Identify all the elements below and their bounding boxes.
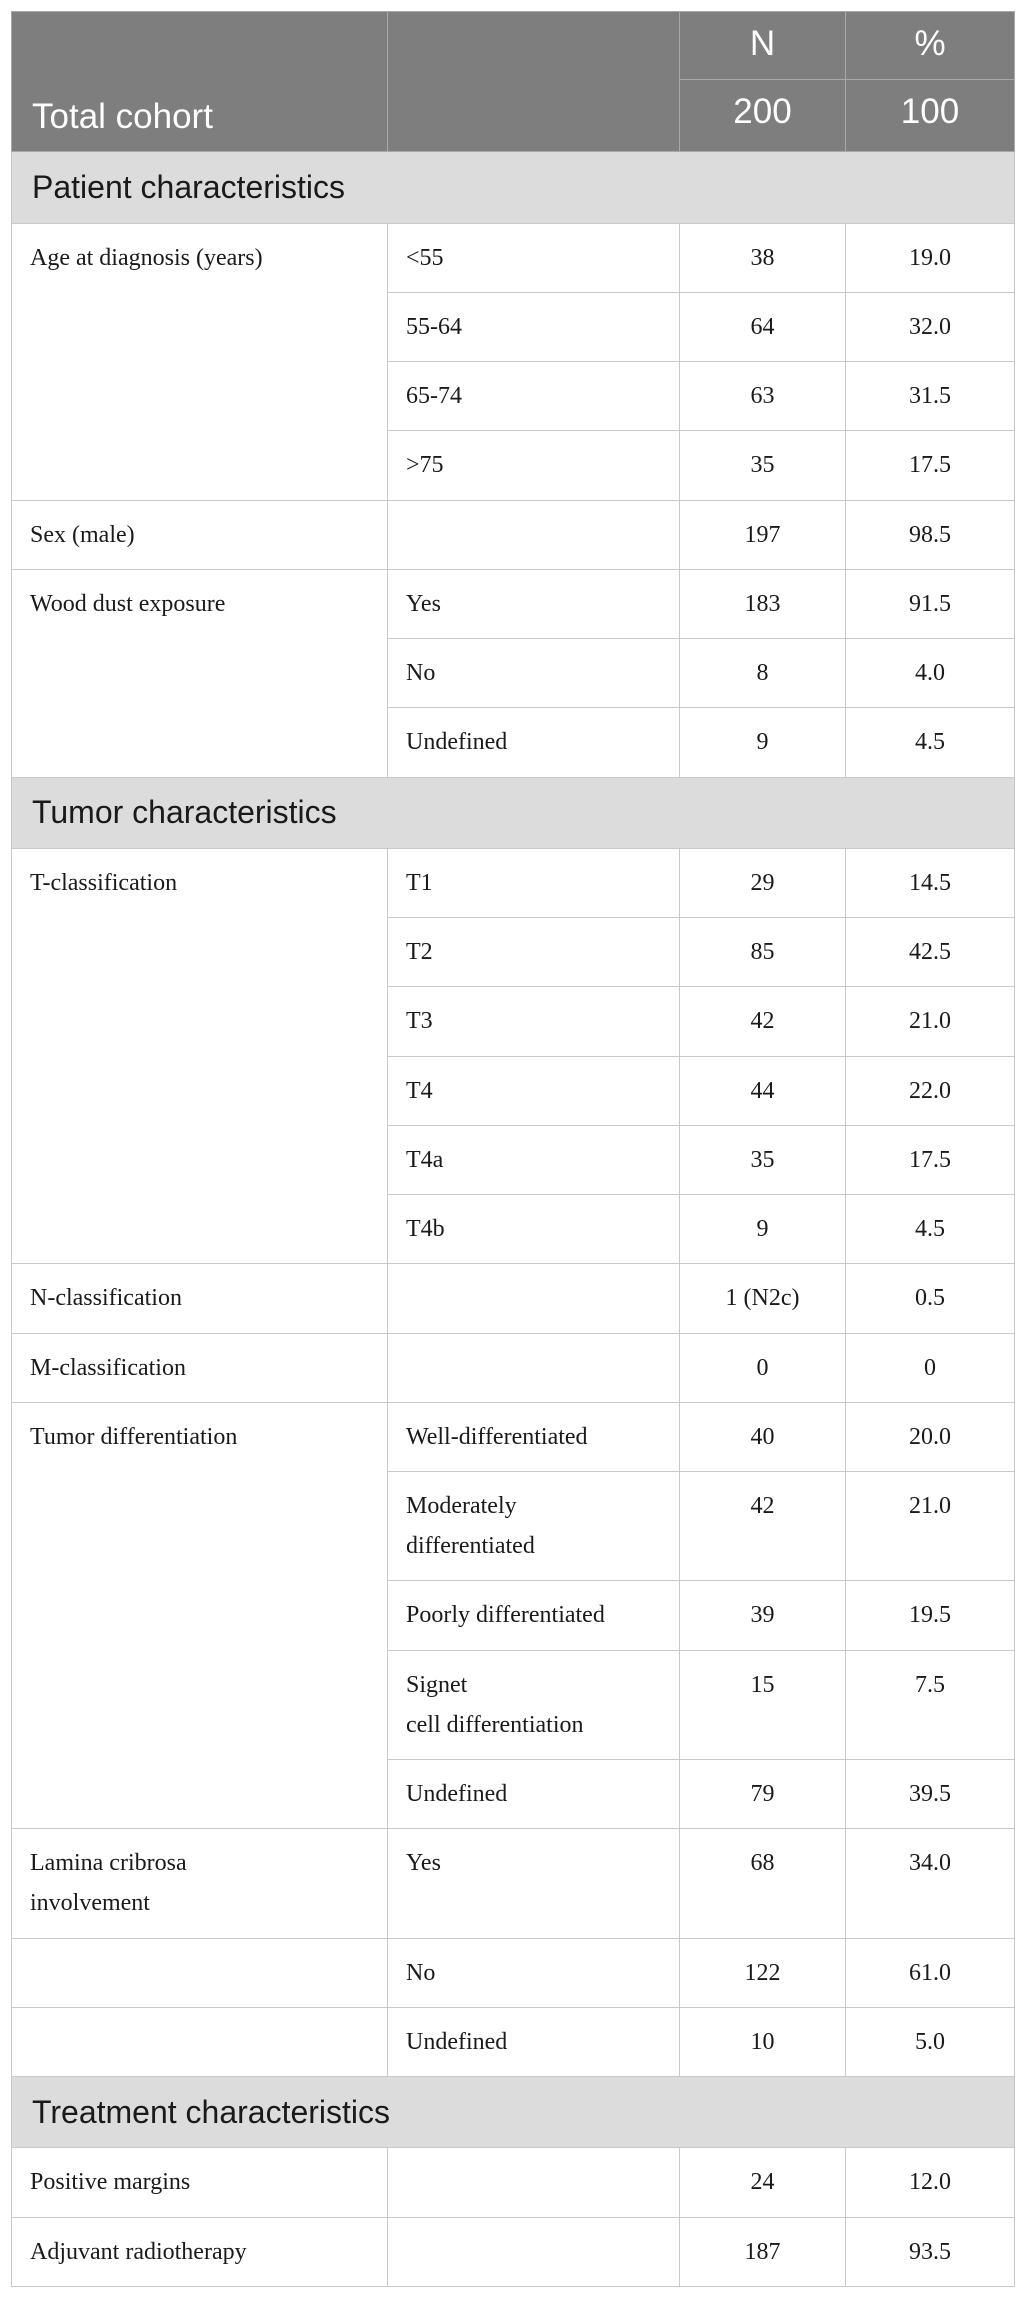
n-cell: 197 <box>680 500 846 569</box>
pct-cell: 14.5 <box>846 848 1015 917</box>
row-label: Positive margins <box>12 2148 388 2217</box>
table-row <box>12 1402 1015 1471</box>
table-row <box>12 2007 1015 2076</box>
n-cell: 42 <box>680 987 846 1056</box>
category-cell: T2 <box>388 918 680 987</box>
n-cell: 63 <box>680 362 846 431</box>
table-title: Total cohort <box>12 12 388 152</box>
category-cell: T3 <box>388 987 680 1056</box>
pct-cell: 91.5 <box>846 569 1015 638</box>
table-row <box>12 2148 1015 2217</box>
row-label: Wood dust exposure <box>12 569 388 777</box>
category-cell: T1 <box>388 848 680 917</box>
pct-cell: 21.0 <box>846 1471 1015 1580</box>
n-cell: 8 <box>680 639 846 708</box>
n-cell: 24 <box>680 2148 846 2217</box>
category-text: Signet cell differentiation <box>406 1671 584 1738</box>
row-label <box>12 1829 388 1938</box>
category-cell: T4 <box>388 1056 680 1125</box>
category-text: Moderately differentiated <box>406 1492 535 1559</box>
row-label <box>12 2007 388 2076</box>
section-patient: Patient characteristics <box>12 152 1015 223</box>
n-cell: 0 <box>680 1333 846 1402</box>
category-cell <box>388 1264 680 1333</box>
n-cell: 68 <box>680 1829 846 1938</box>
n-cell: 79 <box>680 1759 846 1828</box>
header-n: N <box>680 12 846 80</box>
table-row <box>12 500 1015 569</box>
row-label: Age at diagnosis (years) <box>12 223 388 500</box>
cohort-table <box>11 11 1015 2287</box>
pct-cell: 7.5 <box>846 1650 1015 1759</box>
pct-cell: 31.5 <box>846 362 1015 431</box>
category-cell: No <box>388 1938 680 2007</box>
n-cell: 10 <box>680 2007 846 2076</box>
category-cell: Undefined <box>388 2007 680 2076</box>
pct-cell: 98.5 <box>846 500 1015 569</box>
table-row <box>12 1264 1015 1333</box>
category-cell: Poorly differentiated <box>388 1581 680 1650</box>
pct-cell: 4.5 <box>846 708 1015 777</box>
row-label <box>12 1938 388 2007</box>
pct-cell: 0.5 <box>846 1264 1015 1333</box>
header-n-total: 200 <box>680 80 846 152</box>
n-cell: 35 <box>680 431 846 500</box>
pct-cell: 19.5 <box>846 1581 1015 1650</box>
row-label: Adjuvant radiotherapy <box>12 2217 388 2286</box>
section-tumor: Tumor characteristics <box>12 777 1015 848</box>
pct-cell: 5.0 <box>846 2007 1015 2076</box>
pct-cell: 22.0 <box>846 1056 1015 1125</box>
table-row <box>12 1829 1015 1938</box>
row-label: Tumor differentiation <box>12 1402 388 1828</box>
section-row <box>12 777 1015 848</box>
table-row <box>12 569 1015 638</box>
n-cell: 187 <box>680 2217 846 2286</box>
n-cell: 42 <box>680 1471 846 1580</box>
category-cell: 65-74 <box>388 362 680 431</box>
category-cell: No <box>388 639 680 708</box>
table-row <box>12 223 1015 292</box>
n-cell: 39 <box>680 1581 846 1650</box>
category-cell: >75 <box>388 431 680 500</box>
n-cell: 40 <box>680 1402 846 1471</box>
n-cell: 44 <box>680 1056 846 1125</box>
pct-cell: 12.0 <box>846 2148 1015 2217</box>
category-cell: 55-64 <box>388 292 680 361</box>
category-cell: T4b <box>388 1195 680 1264</box>
pct-cell: 21.0 <box>846 987 1015 1056</box>
section-row <box>12 2077 1015 2148</box>
n-cell: 85 <box>680 918 846 987</box>
category-cell: T4a <box>388 1125 680 1194</box>
pct-cell: 17.5 <box>846 431 1015 500</box>
pct-cell: 20.0 <box>846 1402 1015 1471</box>
category-cell: Well-differentiated <box>388 1402 680 1471</box>
category-cell <box>388 2217 680 2286</box>
category-cell: Undefined <box>388 708 680 777</box>
header-row <box>12 12 1015 80</box>
n-cell: 64 <box>680 292 846 361</box>
pct-cell: 39.5 <box>846 1759 1015 1828</box>
n-cell: 9 <box>680 708 846 777</box>
category-cell: Undefined <box>388 1759 680 1828</box>
pct-cell: 0 <box>846 1333 1015 1402</box>
n-cell: 35 <box>680 1125 846 1194</box>
pct-cell: 4.0 <box>846 639 1015 708</box>
table-row <box>12 2217 1015 2286</box>
pct-cell: 34.0 <box>846 1829 1015 1938</box>
pct-cell: 93.5 <box>846 2217 1015 2286</box>
n-cell: 1 (N2c) <box>680 1264 846 1333</box>
n-cell: 29 <box>680 848 846 917</box>
row-label-text: Lamina cribrosa involvement <box>30 1850 187 1917</box>
section-treatment: Treatment characteristics <box>12 2077 1015 2148</box>
header-pct-total: 100 <box>846 80 1015 152</box>
section-row <box>12 152 1015 223</box>
category-cell: <55 <box>388 223 680 292</box>
n-cell: 15 <box>680 1650 846 1759</box>
n-cell: 9 <box>680 1195 846 1264</box>
pct-cell: 4.5 <box>846 1195 1015 1264</box>
row-label: Sex (male) <box>12 500 388 569</box>
pct-cell: 32.0 <box>846 292 1015 361</box>
category-cell <box>388 500 680 569</box>
row-label: M-classification <box>12 1333 388 1402</box>
table-row <box>12 1333 1015 1402</box>
n-cell: 38 <box>680 223 846 292</box>
pct-cell: 19.0 <box>846 223 1015 292</box>
category-cell <box>388 1650 680 1759</box>
row-label: T-classification <box>12 848 388 1263</box>
row-label: N-classification <box>12 1264 388 1333</box>
category-cell: Yes <box>388 1829 680 1938</box>
n-cell: 122 <box>680 1938 846 2007</box>
category-cell: Yes <box>388 569 680 638</box>
header-empty-cell <box>388 12 680 152</box>
header-pct: % <box>846 12 1015 80</box>
category-cell <box>388 1333 680 1402</box>
table-row <box>12 848 1015 917</box>
pct-cell: 61.0 <box>846 1938 1015 2007</box>
pct-cell: 17.5 <box>846 1125 1015 1194</box>
n-cell: 183 <box>680 569 846 638</box>
category-cell <box>388 2148 680 2217</box>
category-cell <box>388 1471 680 1580</box>
table-row <box>12 1938 1015 2007</box>
pct-cell: 42.5 <box>846 918 1015 987</box>
